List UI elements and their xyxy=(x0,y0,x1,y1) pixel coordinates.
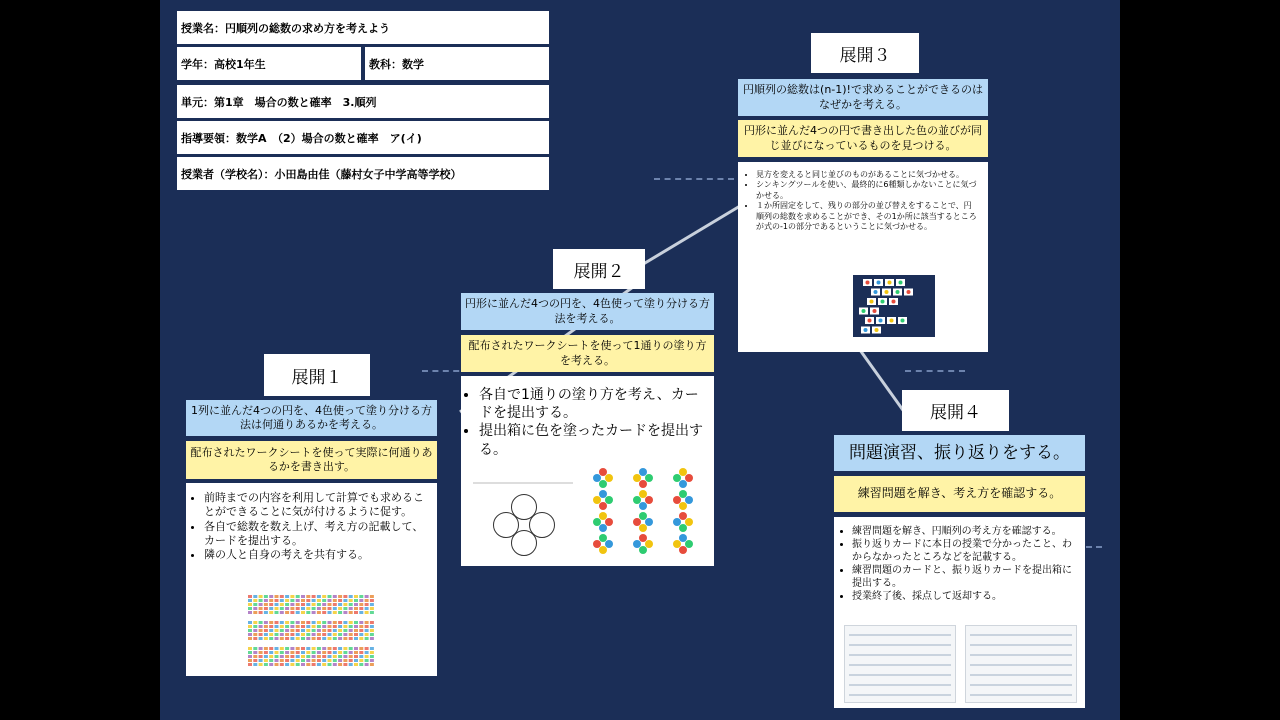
dashed-line xyxy=(1086,546,1102,548)
subject: 教科：数学 xyxy=(365,47,549,80)
stage1-point: • 前時までの内容を利用して計算でも求めることができることに気が付けるように促す。 xyxy=(204,491,429,520)
stage1-title: 展開１ xyxy=(264,354,370,396)
stage2-title: 展開２ xyxy=(553,249,645,289)
stage4-point: • 練習問題のカードと、振り返りカードを提出箱に提出する。 xyxy=(852,564,1077,590)
thinking-tool-image xyxy=(853,275,935,337)
stage3-activity: 円形に並んだ4つの円で書き出した色の並びが同じ並びになっているものを見つける。 xyxy=(738,120,988,157)
dashed-line xyxy=(905,370,965,372)
stage2-point: • 各自で1通りの塗り方を考え、カードを提出する。 xyxy=(479,386,706,422)
stage3-card xyxy=(738,162,988,352)
lesson-name: 授業名：円順列の総数の求め方を考えよう xyxy=(177,11,549,44)
guideline: 指導要領：数学A （2）場合の数と確率 ア(イ) xyxy=(177,121,549,154)
stage4-title: 展開４ xyxy=(902,390,1009,431)
worksheet-grid-image xyxy=(246,593,376,669)
reflection-sheet-image xyxy=(965,625,1077,703)
worksheet-thumbnail xyxy=(246,593,376,669)
practice-sheet-image xyxy=(844,625,956,703)
teacher: 授業者（学校名）：小田島由佳（藤村女子中学高等学校） xyxy=(177,157,549,190)
stage4-point: • 振り返りカードに本日の授業で分かったこと、わからなかったところなどを記載する。 xyxy=(852,538,1077,564)
stage3-point: • 見方を変えると同じ並びのものがあることに気づかせる。 xyxy=(756,170,978,180)
dashed-line xyxy=(654,178,734,180)
colored-cards-image xyxy=(589,466,707,558)
stage4-goal: 問題演習、振り返りをする。 xyxy=(834,435,1085,471)
stage1-point: • 隣の人と自身の考えを共有する。 xyxy=(204,548,429,562)
stage1-card xyxy=(186,483,437,676)
stage2-point: • 提出箱に色を塗ったカードを提出する。 xyxy=(479,422,706,458)
stage3-goal: 円順列の総数は(n-1)!で求めることができるのはなぜかを考える。 xyxy=(738,79,988,116)
stage4-card xyxy=(834,517,1085,708)
stage4-activity: 練習問題を解き、考え方を確認する。 xyxy=(834,476,1085,512)
slide xyxy=(160,0,1120,720)
stage2-goal: 円形に並んだ4つの円を、4色使って塗り分ける方法を考える。 xyxy=(461,293,714,330)
stage1-point: • 各自で総数を数え上げ、考え方の記載して、カードを提出する。 xyxy=(204,520,429,549)
stage1-goal: 1列に並んだ4つの円を、4色使って塗り分ける方法は何通りあるかを考える。 xyxy=(186,400,437,436)
stage3-title: 展開３ xyxy=(811,33,919,73)
unit: 単元：第1章 場合の数と確率 3.順列 xyxy=(177,85,549,118)
stage2-activity: 配布されたワークシートを使って1通りの塗り方を考える。 xyxy=(461,335,714,372)
grade: 学年：高校1年生 xyxy=(177,47,361,80)
stage3-point: • シンキングツールを使い、最終的に6種類しかないことに気づかせる。 xyxy=(756,180,978,201)
stage4-point: • 授業終了後、採点して返却する。 xyxy=(852,590,1077,603)
circle-worksheet-image xyxy=(473,482,573,562)
stage2-card xyxy=(461,376,714,566)
stage3-point: • １か所固定をして、残りの部分の並び替えをすることで、円順列の総数を求めることができ、その1か所に該当するところが式の-1の部分であるということに気づかせる。 xyxy=(756,201,978,232)
stage1-activity: 配布されたワークシートを使って実際に何通りあるかを書き出す。 xyxy=(186,441,437,479)
connector-2-3 xyxy=(640,200,750,266)
stage4-point: • 練習問題を解き、円順列の考え方を確認する。 xyxy=(852,525,1077,538)
